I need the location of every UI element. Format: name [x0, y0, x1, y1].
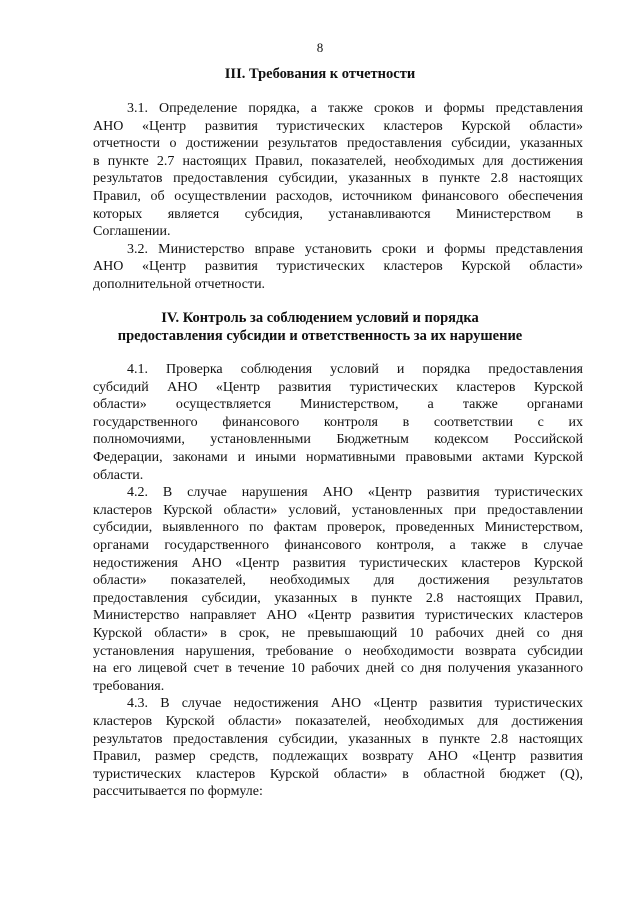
- paragraph-line: кластеров Курской области» условий, установленных при предоставлении: [93, 502, 583, 518]
- paragraph-line: установления нарушения, требование о необходимости возврата субсидии: [93, 643, 583, 659]
- page-number: 8: [316, 40, 324, 55]
- paragraph-line: дополнительной отчетности.: [93, 276, 266, 292]
- section-4-heading-line-1: IV. Контроль за соблюдением условий и порядка: [161, 310, 479, 326]
- paragraph-line: субсидий АНО «Центр развития туристических кластеров Курской: [93, 379, 583, 395]
- paragraph-line: в пункте 2.7 настоящих Правил, показателей, необходимых для достижения: [93, 153, 583, 169]
- paragraph-line: предоставления субсидии, указанных в пункте 2.8 настоящих Правил,: [93, 590, 583, 606]
- paragraph-4-2: [93, 484, 583, 695]
- section-4-heading-line-2: предоставления субсидии и ответственность за их нарушение: [117, 328, 523, 344]
- section-3-heading: III. Требования к отчетности: [224, 66, 416, 82]
- paragraph-line: государственного финансового контроля в соответствии с их: [93, 414, 583, 430]
- paragraph-line: отчетности о достижении результатов предоставления субсидии, указанных: [93, 136, 583, 152]
- paragraph-line: Правил, размер средств, подлежащих возврату АНО «Центр развития: [93, 749, 583, 765]
- paragraph-4-3: [93, 695, 583, 801]
- paragraph-line: рассчитывается по формуле:: [93, 784, 263, 800]
- paragraph-3-2: [93, 241, 583, 294]
- paragraph-line: кластеров Курской области» показателей, необходимых для достижения: [93, 713, 583, 729]
- paragraph-line: требования.: [93, 678, 165, 694]
- paragraph-line: области» показателей, необходимых для достижения результатов: [93, 573, 583, 589]
- paragraph-line: органами государственного финансового контроля, а также в случае: [93, 537, 583, 553]
- paragraph-4-1: [93, 361, 583, 484]
- paragraph-line: результатов предоставления субсидии, указанных в пункте 2.8 настоящих: [93, 171, 583, 187]
- paragraph-line: субсидии, выявленного по фактам проверок, проведенных Министерством,: [93, 520, 583, 536]
- paragraph-3-1: [93, 100, 583, 241]
- paragraph-line: результатов предоставления субсидии, указанных в пункте 2.8 настоящих: [93, 731, 583, 747]
- paragraph-line: 3.1. Определение порядка, а также сроков и формы представления: [127, 101, 583, 116]
- paragraph-line: Курской области» в срок, не превышающий 10 рабочих дней со дня: [93, 625, 583, 641]
- paragraph-line: Правил, об осуществлении расходов, источником финансового обеспечения: [93, 188, 583, 204]
- paragraph-line: 3.2. Министерство вправе установить сроки и формы представления: [127, 241, 583, 257]
- paragraph-line: области» осуществляется Министерством, а также органами: [93, 397, 583, 413]
- paragraph-line: АНО «Центр развития туристических кластеров Курской области»: [93, 259, 583, 275]
- paragraph-line: Федерации, законами и иными нормативными правовыми актами Курской: [93, 449, 583, 465]
- paragraph-line: АНО «Центр развития туристических кластеров Курской области»: [93, 118, 583, 134]
- paragraph-line: недостижения АНО «Центр развития туристических кластеров Курской: [93, 555, 583, 571]
- paragraph-line: туристических кластеров Курской области» в областной бюджет (Q),: [93, 766, 583, 782]
- paragraph-line: которых является субсидия, устанавливаются Министерством в: [93, 206, 583, 222]
- paragraph-line: на его лицевой счет в течение 10 рабочих дней со дня получения указанного: [93, 661, 583, 677]
- paragraph-line: Соглашении.: [93, 224, 171, 240]
- paragraph-line: полномочиями, установленными Бюджетным кодексом Российской: [93, 432, 583, 448]
- paragraph-line: 4.2. В случае нарушения АНО «Центр развития туристических: [127, 485, 583, 501]
- paragraph-line: Министерство направляет АНО «Центр развития туристических кластеров: [93, 608, 583, 624]
- paragraph-line: 4.1. Проверка соблюдения условий и порядка предоставления: [127, 362, 583, 377]
- paragraph-line: 4.3. В случае недостижения АНО «Центр развития туристических: [127, 696, 583, 712]
- paragraph-line: области.: [93, 467, 144, 483]
